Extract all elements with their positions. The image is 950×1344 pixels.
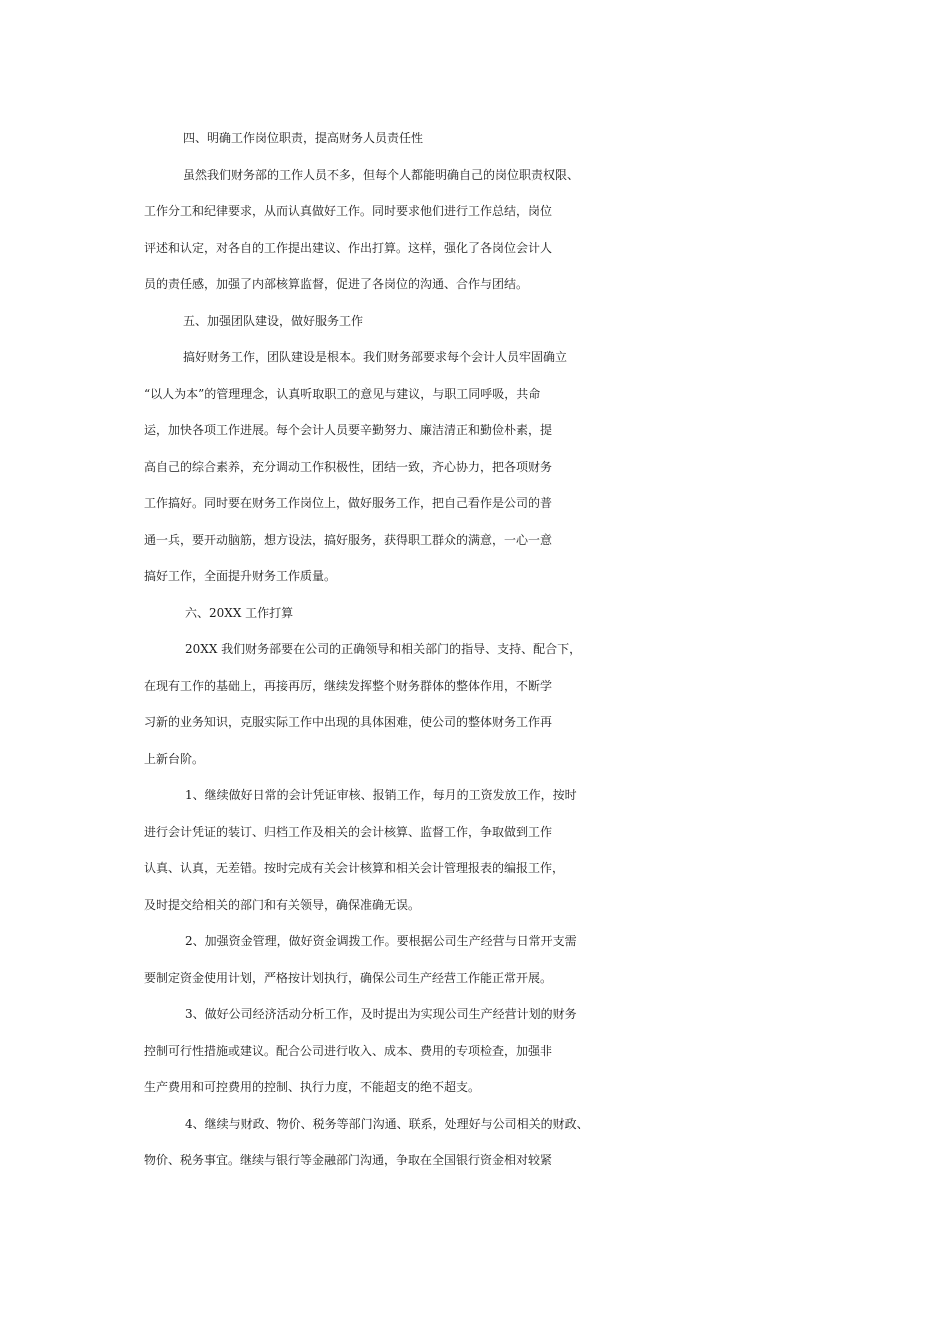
list-item-4-line: 物价、税务事宜。继续与银行等金融部门沟通，争取在全国银行资金相对较紧 xyxy=(144,1153,553,1167)
paragraph-line: 高自己的综合素养，充分调动工作积极性，团结一致，齐心协力，把各项财务 xyxy=(144,459,553,474)
paragraph-line: 虽然我们财务部的工作人员不多，但每个人都能明确自己的岗位职责权限、 xyxy=(183,167,580,182)
paragraph-line: 20XX 我们财务部要在公司的正确领导和相关部门的指导、支持、配合下， xyxy=(185,642,582,656)
paragraph-line: 在现有工作的基础上，再接再厉，继续发挥整个财务群体的整体作用，不断学 xyxy=(144,678,553,693)
list-item-4-line: 4、继续与财政、物价、税务等部门沟通、联系，处理好与公司相关的财政、 xyxy=(185,1116,589,1131)
paragraph-line: 工作搞好。同时要在财务工作岗位上，做好服务工作，把自己看作是公司的普 xyxy=(144,496,553,510)
list-item-3-line: 控制可行性措施或建议。配合公司进行收入、成本、费用的专项检查，加强非 xyxy=(144,1043,553,1058)
list-item-2-line: 要制定资金使用计划，严格按计划执行，确保公司生产经营工作能正常开展。 xyxy=(144,970,553,985)
list-item-3-line: 3、做好公司经济活动分析工作，及时提出为实现公司生产经营计划的财务 xyxy=(185,1007,577,1021)
section-heading-6: 六、20XX 工作打算 xyxy=(185,605,294,620)
section-heading-5: 五、加强团队建设，做好服务工作 xyxy=(183,313,364,328)
document-body xyxy=(0,120,950,1179)
paragraph-line: 工作分工和纪律要求，从而认真做好工作。同时要求他们进行工作总结，岗位 xyxy=(144,204,553,218)
paragraph-line: 运，加快各项工作进展。每个会计人员要辛勤努力、廉洁清正和勤俭朴素，提 xyxy=(144,423,553,437)
paragraph-line: “以人为本”的管理理念，认真听取职工的意见与建议，与职工同呼吸，共命 xyxy=(144,386,541,401)
list-item-1-line: 及时提交给相关的部门和有关领导，确保准确无误。 xyxy=(144,897,421,912)
paragraph-line: 上新台阶。 xyxy=(144,751,205,766)
list-item-3-line: 生产费用和可控费用的控制、执行力度，不能超支的绝不超支。 xyxy=(144,1080,481,1094)
section-heading-4: 四、明确工作岗位职责，提高财务人员责任性 xyxy=(183,131,424,145)
paragraph-line: 员的责任感，加强了内部核算监督，促进了各岗位的沟通、合作与团结。 xyxy=(144,277,529,291)
list-item-1-line: 进行会计凭证的装订、归档工作及相关的会计核算、监督工作，争取做到工作 xyxy=(144,824,553,839)
paragraph-line: 通一兵，要开动脑筋，想方设法，搞好服务，获得职工群众的满意，一心一意 xyxy=(144,532,553,547)
list-item-1-line: 1、继续做好日常的会计凭证审核、报销工作，每月的工资发放工作，按时 xyxy=(185,788,577,802)
list-item-2-line: 2、加强资金管理，做好资金调拨工作。要根据公司生产经营与日常开支需 xyxy=(185,934,577,948)
paragraph-line: 评述和认定，对各自的工作提出建议、作出打算。这样，强化了各岗位会计人 xyxy=(144,240,553,255)
paragraph-line: 习新的业务知识，克服实际工作中出现的具体困难，使公司的整体财务工作再 xyxy=(144,715,553,729)
paragraph-line: 搞好财务工作，团队建设是根本。我们财务部要求每个会计人员牢固确立 xyxy=(183,350,568,364)
paragraph-line: 搞好工作，全面提升财务工作质量。 xyxy=(144,569,337,583)
list-item-1-line: 认真、认真，无差错。按时完成有关会计核算和相关会计管理报表的编报工作， xyxy=(144,861,565,875)
